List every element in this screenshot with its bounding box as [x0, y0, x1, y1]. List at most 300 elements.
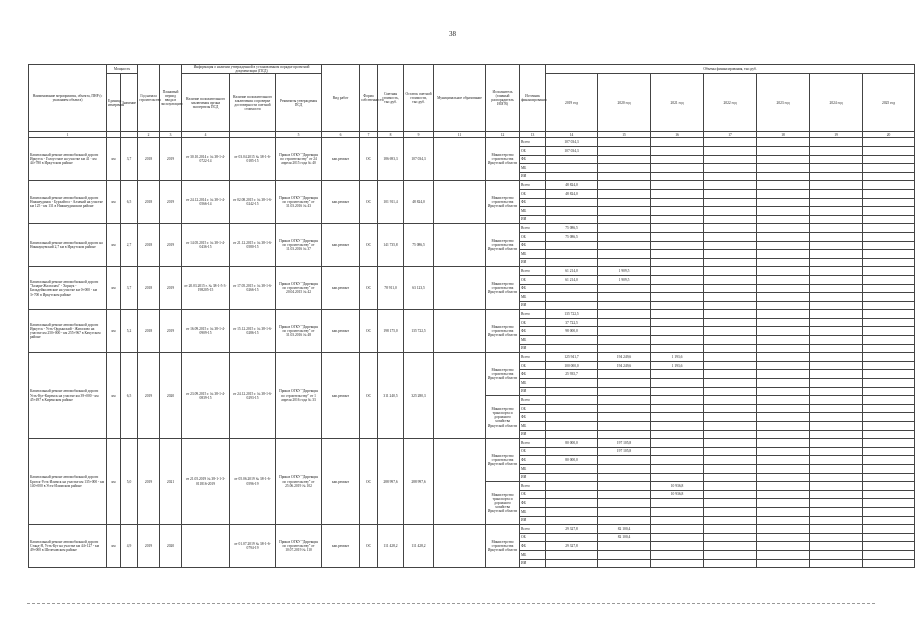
- funding-value: [651, 430, 704, 439]
- header-approval-info: Информация о наличии утвержденной в установленном порядке проектной документации (ПСД): [182, 65, 322, 74]
- funding-value: [863, 198, 915, 207]
- value-cell: 2,7: [121, 224, 138, 267]
- funding-value: [598, 172, 651, 181]
- funding-value: [651, 164, 704, 173]
- funding-value: [863, 138, 915, 147]
- year-start-cell: 2019: [138, 353, 160, 439]
- funding-value: [863, 172, 915, 181]
- header-year-end: Плановый период ввода в эксплуатацию: [160, 65, 182, 132]
- cost-approval-cell: от 24.12.2015 г. № 38-1-6-0293-15: [230, 353, 276, 439]
- project-name: Капитальный ремонт автомобильной дороги Братск-Усть-Илимск на участке км 135+000 - км 140+000 в Усть-Илимском районе: [29, 439, 107, 525]
- funding-value: [546, 207, 598, 216]
- funding-value: [810, 224, 863, 233]
- funding-value: [598, 336, 651, 345]
- funding-source-label: Всего: [520, 353, 546, 362]
- funding-value: [651, 224, 704, 233]
- funding-value: [757, 327, 810, 336]
- ownership-cell: ОС: [360, 267, 378, 310]
- unit-cell: км: [107, 267, 121, 310]
- funding-value: [704, 267, 757, 276]
- funding-value: [757, 267, 810, 276]
- funding-value: [598, 379, 651, 388]
- funding-source-label: ИИ: [520, 301, 546, 310]
- header-name: Наименование мероприятия, объекта, ПНР (с указанием объекта): [29, 65, 107, 132]
- column-number: 14: [546, 132, 598, 138]
- funding-value: [704, 241, 757, 250]
- funding-value: [810, 275, 863, 284]
- year-end-cell: 2019: [160, 224, 182, 267]
- table-row: [29, 353, 915, 362]
- funding-value: [651, 310, 704, 319]
- funding-value: [810, 542, 863, 551]
- funding-value: [704, 207, 757, 216]
- funding-value: [704, 430, 757, 439]
- header-unit: Единица измерения: [107, 74, 121, 132]
- funding-value: [810, 353, 863, 362]
- funding-source-label: МБ: [520, 293, 546, 302]
- remaining-cost-cell: 63 123,5: [404, 267, 434, 310]
- funding-value: [757, 361, 810, 370]
- funding-source-label: ОБ: [520, 232, 546, 241]
- remaining-cost-cell: 75 086,5: [404, 224, 434, 267]
- funding-source-label: ФБ: [520, 370, 546, 379]
- funding-value: [863, 258, 915, 267]
- funding-value: [757, 507, 810, 516]
- funding-value: [863, 550, 915, 559]
- funding-value: [546, 215, 598, 224]
- funding-source-label: ОБ: [520, 533, 546, 542]
- expertise-cell: от 20.03.2015 г. № 38-1-5-3-198205-15: [182, 267, 230, 310]
- funding-value: [651, 559, 704, 568]
- funding-value: [598, 293, 651, 302]
- remaining-cost-cell: 135 722,5: [404, 310, 434, 353]
- table-row: [29, 525, 915, 534]
- funding-source-label: ИИ: [520, 473, 546, 482]
- funding-source-label: ОБ: [520, 404, 546, 413]
- funding-value: [651, 499, 704, 508]
- funding-value: [757, 533, 810, 542]
- funding-value: [704, 164, 757, 173]
- funding-value: [598, 241, 651, 250]
- funding-value: [546, 155, 598, 164]
- funding-value: [757, 353, 810, 362]
- year-2024: 2024 год: [810, 74, 863, 132]
- funding-value: [757, 241, 810, 250]
- act-approval-cell: Приказ ОГКУ "Дирекция по строительству" от 20.04.2015 № 42: [276, 267, 322, 310]
- column-number: 1: [29, 132, 107, 138]
- funding-value: [704, 189, 757, 198]
- funding-value: [704, 516, 757, 525]
- funding-value: [863, 404, 915, 413]
- funding-value: 1 909,5: [598, 267, 651, 276]
- funding-value: [757, 559, 810, 568]
- unit-cell: км: [107, 138, 121, 181]
- financing-table: [28, 64, 915, 568]
- municipality-cell: [434, 353, 486, 439]
- funding-value: [546, 336, 598, 345]
- funding-source-label: ФБ: [520, 284, 546, 293]
- table-row: [29, 181, 915, 190]
- funding-value: [863, 430, 915, 439]
- year-end-cell: 2019: [160, 310, 182, 353]
- funding-value: [598, 232, 651, 241]
- funding-value: [598, 473, 651, 482]
- funding-value: [757, 413, 810, 422]
- header-capacity: Мощность: [107, 65, 138, 74]
- funding-value: [704, 379, 757, 388]
- funding-value: [810, 164, 863, 173]
- funding-value: [863, 490, 915, 499]
- funding-value: [757, 258, 810, 267]
- funding-value: [704, 422, 757, 431]
- funding-value: [704, 275, 757, 284]
- column-number: 3: [160, 132, 182, 138]
- funding-source-label: Всего: [520, 181, 546, 190]
- funding-source-label: ИИ: [520, 387, 546, 396]
- funding-value: [546, 533, 598, 542]
- funding-source-label: ФБ: [520, 198, 546, 207]
- year-2019: 2019 год: [546, 74, 598, 132]
- funding-value: [863, 396, 915, 405]
- funding-value: [546, 430, 598, 439]
- funding-value: [598, 207, 651, 216]
- funding-value: [704, 550, 757, 559]
- funding-value: [598, 396, 651, 405]
- funding-value: [598, 404, 651, 413]
- funding-value: [651, 447, 704, 456]
- funding-value: 37 722,5: [546, 318, 598, 327]
- executor-cell: Министерство транспорта и дорожного хозяйства Иркутской области: [486, 482, 520, 525]
- column-number: 6: [322, 132, 360, 138]
- funding-value: 75 086,5: [546, 232, 598, 241]
- remaining-cost-cell: 325 280,3: [404, 353, 434, 439]
- expertise-cell: от 16.09.2015 г. № 38-1-4-0909-15: [182, 310, 230, 353]
- funding-value: [757, 422, 810, 431]
- scan-edge-line: [27, 603, 875, 604]
- funding-value: [757, 275, 810, 284]
- funding-value: [651, 370, 704, 379]
- funding-value: [651, 138, 704, 147]
- funding-value: [810, 198, 863, 207]
- funding-value: [651, 189, 704, 198]
- funding-value: [757, 447, 810, 456]
- funding-value: [810, 181, 863, 190]
- funding-value: [757, 155, 810, 164]
- year-start-cell: 2018: [138, 224, 160, 267]
- funding-value: [546, 387, 598, 396]
- funding-value: [546, 379, 598, 388]
- funding-value: [757, 482, 810, 491]
- work-type-cell: кап.ремонт: [322, 353, 360, 439]
- funding-value: [651, 207, 704, 216]
- funding-value: [704, 447, 757, 456]
- funding-value: [704, 232, 757, 241]
- funding-value: [704, 318, 757, 327]
- funding-value: [598, 422, 651, 431]
- funding-value: [704, 301, 757, 310]
- funding-value: [651, 284, 704, 293]
- funding-source-label: ИИ: [520, 430, 546, 439]
- header-source: Источник финансирования: [520, 65, 546, 132]
- estimated-cost-cell: 288 997,6: [378, 439, 404, 525]
- year-2022: 2022 год: [704, 74, 757, 132]
- funding-value: 1 909,5: [598, 275, 651, 284]
- funding-value: [704, 387, 757, 396]
- funding-source-label: ОБ: [520, 361, 546, 370]
- funding-value: [704, 172, 757, 181]
- funding-value: [757, 189, 810, 198]
- funding-value: [757, 550, 810, 559]
- funding-value: [546, 550, 598, 559]
- expertise-cell: от 21.05.2019 № 38-1-1-3-011816-2019: [182, 439, 230, 525]
- funding-value: [757, 284, 810, 293]
- funding-value: [810, 310, 863, 319]
- funding-value: [598, 507, 651, 516]
- funding-value: [863, 189, 915, 198]
- funding-value: [704, 490, 757, 499]
- funding-value: [651, 507, 704, 516]
- funding-value: [863, 533, 915, 542]
- funding-value: 1 193,6: [651, 361, 704, 370]
- municipality-cell: [434, 224, 486, 267]
- funding-value: [598, 250, 651, 259]
- funding-value: [863, 250, 915, 259]
- unit-cell: км: [107, 353, 121, 439]
- funding-value: [546, 422, 598, 431]
- ownership-cell: ОС: [360, 439, 378, 525]
- funding-value: [704, 396, 757, 405]
- funding-source-label: Всего: [520, 224, 546, 233]
- funding-value: [704, 370, 757, 379]
- funding-value: 194 249,6: [598, 353, 651, 362]
- funding-value: [810, 482, 863, 491]
- funding-value: [704, 258, 757, 267]
- table-row: [29, 310, 915, 319]
- funding-value: [810, 147, 863, 156]
- funding-source-label: ФБ: [520, 241, 546, 250]
- funding-value: [704, 224, 757, 233]
- funding-value: [546, 499, 598, 508]
- funding-value: [810, 207, 863, 216]
- funding-value: 1 193,6: [651, 353, 704, 362]
- act-approval-cell: Приказ ОГКУ "Дирекция по строительству" от 31.03.2016 № 43: [276, 181, 322, 224]
- funding-value: [704, 499, 757, 508]
- year-2025: 2025 год: [863, 74, 915, 132]
- ownership-cell: ОС: [360, 138, 378, 181]
- funding-value: [651, 379, 704, 388]
- funding-value: [810, 267, 863, 276]
- funding-value: [651, 215, 704, 224]
- funding-value: [598, 138, 651, 147]
- funding-value: [757, 542, 810, 551]
- year-2023: 2023 год: [757, 74, 810, 132]
- funding-value: [598, 301, 651, 310]
- funding-value: [810, 327, 863, 336]
- executor-cell: Министерство строительства Иркутской области: [486, 525, 520, 568]
- value-cell: 5,0: [121, 439, 138, 525]
- column-number: 16: [651, 132, 704, 138]
- funding-source-label: ФБ: [520, 155, 546, 164]
- funding-value: [757, 387, 810, 396]
- funding-value: [757, 138, 810, 147]
- unit-cell: км: [107, 224, 121, 267]
- funding-value: [651, 516, 704, 525]
- funding-value: [863, 447, 915, 456]
- funding-source-label: ОБ: [520, 189, 546, 198]
- funding-source-label: МБ: [520, 207, 546, 216]
- ownership-cell: ОС: [360, 353, 378, 439]
- estimated-cost-cell: 311 240,5: [378, 353, 404, 439]
- funding-value: [598, 542, 651, 551]
- expertise-cell: от 23.09.2015 г. № 38-1-4-0839-15: [182, 353, 230, 439]
- year-end-cell: 2021: [160, 439, 182, 525]
- funding-source-label: МБ: [520, 379, 546, 388]
- funding-source-label: МБ: [520, 507, 546, 516]
- funding-value: [863, 464, 915, 473]
- work-type-cell: кап.ремонт: [322, 525, 360, 568]
- funding-value: [863, 361, 915, 370]
- funding-value: [757, 198, 810, 207]
- funding-value: 98 000,0: [546, 327, 598, 336]
- act-approval-cell: Приказ ОГКУ "Дирекция по строительству" от 10.07.2019 № 110: [276, 525, 322, 568]
- funding-value: 75 086,5: [546, 224, 598, 233]
- funding-source-label: ФБ: [520, 542, 546, 551]
- act-approval-cell: Приказ ОГКУ "Дирекция по строительству" от 11.03.2016 № 37: [276, 224, 322, 267]
- estimated-cost-cell: 141 735,8: [378, 224, 404, 267]
- executor-cell: Министерство строительства Иркутской области: [486, 138, 520, 181]
- year-2021: 2021 год: [651, 74, 704, 132]
- funding-value: [863, 516, 915, 525]
- project-name: Капитальный ремонт автомобильной дороги Иркутск - Усть-Ордынский - Жигалово на участке км 250+000 - км 255+967 в Качугском районе: [29, 310, 107, 353]
- funding-source-label: Всего: [520, 439, 546, 448]
- column-number: 4: [182, 132, 230, 138]
- year-start-cell: 2018: [138, 181, 160, 224]
- funding-value: [598, 387, 651, 396]
- funding-value: [651, 387, 704, 396]
- funding-value: [651, 533, 704, 542]
- funding-value: [704, 327, 757, 336]
- funding-value: [546, 516, 598, 525]
- funding-value: [546, 301, 598, 310]
- funding-value: [810, 473, 863, 482]
- column-number: 19: [810, 132, 863, 138]
- funding-value: [704, 525, 757, 534]
- funding-source-label: ФБ: [520, 413, 546, 422]
- funding-value: 80 000,0: [546, 456, 598, 465]
- funding-value: [651, 344, 704, 353]
- funding-value: [546, 241, 598, 250]
- funding-value: 61 214,0: [546, 267, 598, 276]
- funding-value: [757, 224, 810, 233]
- funding-value: [810, 241, 863, 250]
- funding-value: [651, 172, 704, 181]
- funding-value: [651, 241, 704, 250]
- funding-value: [757, 293, 810, 302]
- table-header: [29, 65, 915, 132]
- funding-value: [704, 293, 757, 302]
- funding-value: [651, 473, 704, 482]
- funding-value: [651, 439, 704, 448]
- funding-value: [704, 250, 757, 259]
- funding-value: [757, 456, 810, 465]
- header-ownership: Форма собственности: [360, 65, 378, 132]
- project-name: Капитальный ремонт автомобильной дороги Нижнеудинск - Бурхайгол - Алзамай на участке км 125 - км 131 в Нижнеудинском районе: [29, 181, 107, 224]
- funding-value: [598, 189, 651, 198]
- funding-value: [546, 164, 598, 173]
- funding-value: [810, 507, 863, 516]
- funding-value: [810, 155, 863, 164]
- expertise-cell: от 30.10.2014 г. № 38-1-4-0722-14: [182, 138, 230, 181]
- act-approval-cell: Приказ ОГКУ "Дирекция по строительству" от 24 апреля 2015 года № 40: [276, 138, 322, 181]
- funding-source-label: Всего: [520, 525, 546, 534]
- funding-value: [704, 456, 757, 465]
- funding-value: [810, 387, 863, 396]
- funding-value: [863, 241, 915, 250]
- funding-value: [757, 310, 810, 319]
- header-work-type: Вид работ: [322, 65, 360, 132]
- project-name: Капитальный ремонт автомобильной дороги на Нинкауцевский 2,7 км в Иркутском районе: [29, 224, 107, 267]
- work-type-cell: кап.ремонт: [322, 224, 360, 267]
- table-row: [29, 138, 915, 147]
- funding-value: [863, 284, 915, 293]
- funding-value: 10 936,8: [651, 482, 704, 491]
- column-number: 7: [360, 132, 378, 138]
- funding-value: [757, 215, 810, 224]
- header-value: Значение: [121, 74, 138, 132]
- funding-value: [704, 361, 757, 370]
- funding-source-label: МБ: [520, 422, 546, 431]
- funding-value: 25 935,7: [546, 370, 598, 379]
- funding-value: [598, 327, 651, 336]
- funding-source-label: МБ: [520, 250, 546, 259]
- funding-value: [810, 293, 863, 302]
- funding-value: [598, 155, 651, 164]
- estimated-cost-cell: 101 911,4: [378, 181, 404, 224]
- funding-value: [598, 224, 651, 233]
- funding-value: [810, 284, 863, 293]
- funding-value: [757, 490, 810, 499]
- funding-value: [757, 336, 810, 345]
- funding-value: 107 034,3: [546, 138, 598, 147]
- funding-value: [546, 507, 598, 516]
- header-act-approval: Реквизиты утверждения ПСД: [276, 74, 322, 132]
- funding-value: [810, 344, 863, 353]
- funding-value: [863, 370, 915, 379]
- funding-value: [810, 525, 863, 534]
- project-name: Капитальный ремонт автомобильной дороги "Залари-Жалгалам" - Хорнук - Бильдейколевские на участке км 0+000 - км 3+700 в Иркутском районе: [29, 267, 107, 310]
- funding-value: [704, 413, 757, 422]
- funding-value: [863, 387, 915, 396]
- funding-value: 61 214,0: [546, 275, 598, 284]
- funding-value: 100 000,0: [546, 361, 598, 370]
- funding-value: [651, 396, 704, 405]
- funding-value: [810, 559, 863, 568]
- cost-approval-cell: от 21.12.2015 г. № 38-1-6-0580-15: [230, 224, 276, 267]
- executor-cell: Министерство строительства Иркутской области: [486, 224, 520, 267]
- funding-value: [757, 396, 810, 405]
- funding-value: [757, 232, 810, 241]
- funding-value: [546, 473, 598, 482]
- funding-value: [651, 293, 704, 302]
- header-cost-approval: Наличие положительного заключения о проверке достоверности сметной стоимости: [230, 74, 276, 132]
- funding-source-label: ОБ: [520, 490, 546, 499]
- funding-value: [757, 464, 810, 473]
- funding-value: [863, 507, 915, 516]
- funding-value: [757, 344, 810, 353]
- funding-source-label: ОБ: [520, 318, 546, 327]
- work-type-cell: кап.ремонт: [322, 181, 360, 224]
- funding-value: [598, 430, 651, 439]
